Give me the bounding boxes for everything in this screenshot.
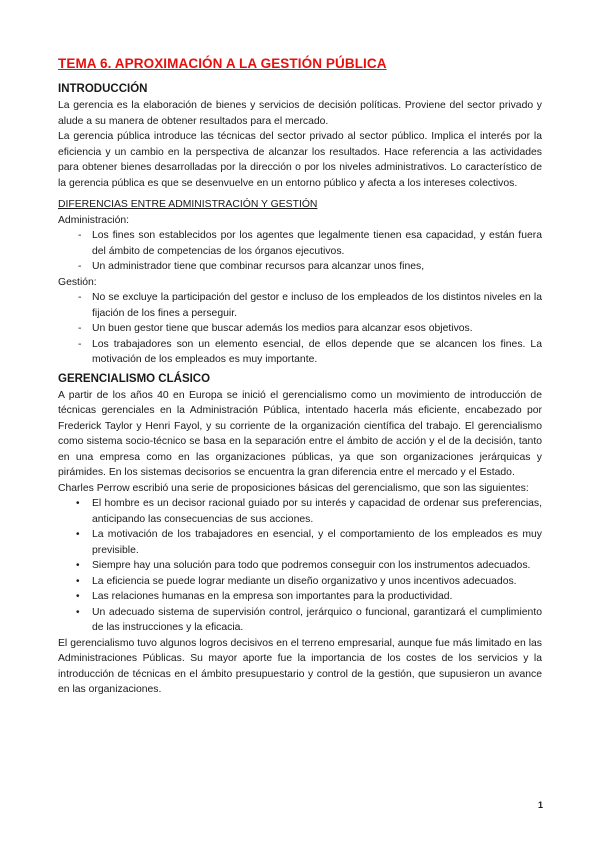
- intro-heading: INTRODUCCIÓN: [58, 83, 148, 95]
- list-item: • Siempre hay una solución para todo que podremos conseguir con los instrumentos adecuados.: [58, 558, 542, 574]
- admin-label: Administración:: [58, 214, 130, 226]
- perrow-list: [58, 496, 542, 636]
- gestion-label: Gestión:: [58, 276, 97, 288]
- intro-paragraph: La gerencia es la elaboración de bienes y servicios de decisión políticas. Proviene del sector privado y alude a su manera de obtener resultados para el mercado.: [58, 100, 542, 127]
- list-item: • La eficiencia se puede lograr mediante un diseño organizativo y unos incentivos adecuados.: [58, 574, 542, 590]
- list-item: • El hombre es un decisor racional guiado por su interés y capacidad de ordenar sus preferencias, anticipando las consecuencias de sus acciones.: [58, 496, 542, 527]
- list-item: • Las relaciones humanas en la empresa son importantes para la productividad.: [58, 589, 542, 605]
- intro-paragraph: La gerencia pública introduce las técnicas del sector privado al sector público. Implica el interés por la eficiencia y un cambio en la perspectiva de alcanzar los resultados. Hace referencia a las actividades para obtener bienes desarrolladas por la dirección o por los niveles administrativos. Lo característico de la gerencia pública es que se desenvuelve en un entorno público y afecta a los intereses colectivos.: [58, 131, 542, 189]
- classic-paragraph: El gerencialismo tuvo algunos logros decisivos en el terreno empresarial, aunque fue más limitado en las Administraciones Públicas. Su mayor aporte fue la importancia de los costes de los servicios y la introducción de técnicas en el ámbito presupuestario y control de la gestión, que supusieron un avance en las organizaciones.: [58, 637, 542, 695]
- gestion-list: [58, 290, 542, 368]
- list-item: • Un adecuado sistema de supervisión control, jerárquico o funcional, garantizará el cumplimiento de las instrucciones y la eficacia.: [58, 605, 542, 636]
- list-item: - Un buen gestor tiene que buscar además los medios para alcanzar esos objetivos.: [58, 321, 542, 337]
- list-item: - Los trabajadores son un elemento esencial, de ellos depende que se alcancen los fines. La motivación de los empleados es muy importante.: [58, 337, 542, 368]
- differences-heading: DIFERENCIAS ENTRE ADMINISTRACIÓN Y GESTIÓN: [58, 199, 318, 210]
- document-title: TEMA 6. APROXIMACIÓN A LA GESTIÓN PÚBLICA: [58, 56, 387, 71]
- admin-list: [58, 228, 542, 275]
- classic-paragraph: Charles Perrow escribió una serie de proposiciones básicas del gerencialismo, que son las siguientes:: [58, 482, 529, 494]
- classic-paragraph: A partir de los años 40 en Europa se inició el gerencialismo como un movimiento de introducción de técnicas gerenciales en la Administración Pública, intentado hacerla más eficiente, encabezado por Frederick Taylor y Henri Fayol, y su corriente de la organización científica del trabajo. El gerencialismo como sistema socio-técnico se basa en la separación entre el ámbito de acción y el de la decisión, tanto en una empresa como en las organizaciones públicas, ya que son organizaciones jerárquicas y pirámides. En los sistemas decisorios se encuentra la gran diferencia entre el mercado y el Estado.: [58, 389, 542, 478]
- list-item: - No se excluye la participación del gestor e incluso de los empleados de los distintos niveles en la fijación de los fines a perseguir.: [58, 290, 542, 321]
- document-page: [58, 56, 542, 698]
- list-item: • La motivación de los trabajadores en esencial, y el comportamiento de los empleados es muy previsible.: [58, 527, 542, 558]
- classic-heading: GERENCIALISMO CLÁSICO: [58, 372, 211, 385]
- list-item: - Un administrador tiene que combinar recursos para alcanzar unos fines,: [58, 259, 542, 275]
- list-item: - Los fines son establecidos por los agentes que legalmente tienen esa capacidad, y están fuera del ámbito de competencias de los órganos ejecutivos.: [58, 228, 542, 259]
- page-number: 1: [537, 800, 543, 810]
